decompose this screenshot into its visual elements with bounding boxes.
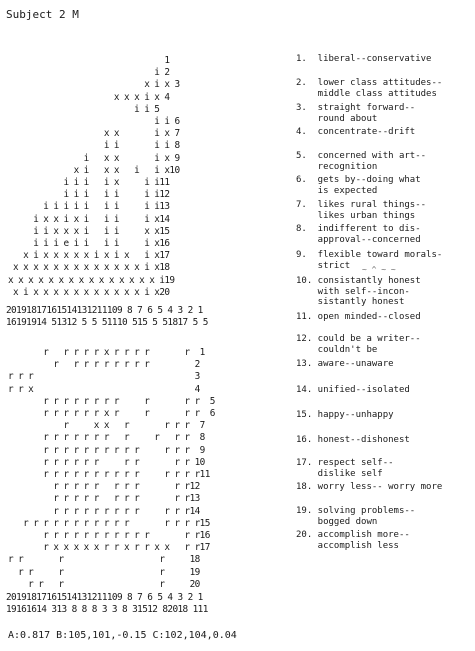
- lower-matrix-row: r r r r r r r r r r 10: [8, 456, 205, 468]
- legend-item: 9. flexible toward morals- strict: [296, 250, 443, 271]
- legend-item: 13. aware--unaware: [296, 359, 394, 369]
- lower-matrix-row: r r r r r r r r r r r r r r r15: [8, 517, 210, 529]
- lower-matrix-row: r r r r r r r r r r12: [8, 481, 200, 493]
- legend-item: 2. lower class attitudes-- middle class attitudes: [296, 78, 443, 99]
- legend-item: 18. worry less-- worry more: [296, 482, 443, 492]
- legend-item: 17. respect self-- dislike self: [296, 458, 394, 479]
- lower-matrix-row: r x x r r r r 7: [8, 420, 205, 432]
- upper-matrix-row: x i x x x x x i x i x i x17: [8, 250, 170, 262]
- lower-matrix-row: r r r r r r r r r r r r r16: [8, 530, 210, 542]
- upper-matrix-row: 1: [8, 55, 170, 66]
- upper-matrix-row: i x x i x 9: [8, 152, 180, 164]
- legend-item: 10. consistantly honest with self--incon- sistantly honest: [296, 276, 421, 308]
- lower-matrix-row: r r r r r x r r r r r 1: [8, 347, 205, 358]
- lower-matrix-row: r r r r r r x r r r r 6: [8, 408, 215, 420]
- legend-item: 7. likes rural things-- likes urban things: [296, 200, 427, 221]
- lower-matrix-row: r r r r r r r r r r r r r r11: [8, 469, 210, 481]
- lower-matrix-row: r r r r r r r r r r r 8: [8, 432, 205, 444]
- legend-item: 16. honest--dishonest: [296, 435, 410, 445]
- upper-matrix-row: x x x x x x x x x x x x x x x i19: [8, 274, 175, 286]
- upper-matrix-row: x x i x 7: [8, 128, 180, 140]
- legend-item: 11. open minded--closed: [296, 312, 421, 322]
- legend-item: 14. unified--isolated: [296, 385, 410, 395]
- lower-r-matrix: [8, 347, 215, 591]
- lower-matrix-row: r r x 4: [8, 383, 200, 395]
- lower-matrix-row: r r r r r r r r r r13: [8, 493, 200, 505]
- document-title: Subject 2 M: [6, 8, 79, 21]
- upper-matrix-row: i x x i x i i i i x14: [8, 213, 170, 225]
- lower-axis-numbers: 20191817161514131211109 8 7 6 5 4 3 2 1: [6, 592, 203, 603]
- legend-item: 4. concentrate--drift: [296, 127, 416, 137]
- upper-matrix-row: i i i e i i i i i x16: [8, 238, 170, 250]
- upper-matrix-row: i i i i x i i11: [8, 177, 170, 189]
- upper-matrix-row: x x x x x x x x x x x x x i x18: [8, 262, 170, 274]
- lower-matrix-row: r r r r r r r r r r r r r 9: [8, 444, 205, 456]
- legend-item: 12. could be a writer-- couldn't be: [296, 334, 421, 355]
- legend-item: 3. straight forward-- round about: [296, 103, 416, 124]
- lower-matrix-row: r r r 3: [8, 371, 200, 383]
- lower-matrix-row: r r r r 18: [8, 554, 200, 566]
- upper-axis-numbers: 20191817161514131211109 8 7 6 5 4 3 2 1: [6, 305, 203, 316]
- lower-matrix-row: r r r r r r r r r r r 5: [8, 395, 215, 407]
- lower-axis-counts: 19161614 313 8 8 8 3 3 8 31512 82018 111: [6, 604, 208, 615]
- lower-matrix-row: r r r r r r r r r 2: [8, 359, 200, 371]
- upper-matrix-row: i i i i i i i i i13: [8, 201, 170, 213]
- upper-matrix-row: i i i i i i i12: [8, 189, 170, 201]
- legend-item: 1. liberal--conservative: [296, 54, 432, 64]
- upper-matrix-row: x x x i x 4: [8, 91, 170, 103]
- lower-matrix-row: r r r r r r r r r r r r14: [8, 505, 200, 517]
- upper-matrix-row: i i i i 8: [8, 140, 180, 152]
- upper-axis-counts: 16191914 51312 5 5 51110 515 5 51817 5 5: [6, 317, 208, 328]
- upper-matrix-row: i i 5: [8, 103, 160, 115]
- upper-matrix-row: i 2: [8, 67, 170, 79]
- lower-matrix-row: r r r r 20: [8, 578, 200, 590]
- legend-item: 20. accomplish more-- accomplish less: [296, 530, 410, 551]
- upper-triangular-matrix: [8, 55, 180, 299]
- upper-matrix-row: i i 6: [8, 116, 180, 128]
- statistics-footer: A:0.817 B:105,101,-0.15 C:102,104,0.04: [8, 630, 237, 641]
- upper-matrix-row: x i x x x x x x x x x x x i x20: [8, 286, 170, 298]
- legend-item: 15. happy--unhappy: [296, 410, 394, 420]
- legend-item: 6. gets by--doing what is expected: [296, 175, 421, 196]
- handwritten-scribble: ~ ^ ~ ~: [362, 265, 396, 274]
- legend-item: 5. concerned with art-- recognition: [296, 151, 427, 172]
- legend-item: 8. indifferent to dis- approval--concerned: [296, 224, 421, 245]
- upper-matrix-row: x i x x i i x10: [8, 164, 180, 176]
- lower-matrix-row: r x x x x x r r x r r x x r r17: [8, 542, 210, 554]
- upper-matrix-row: x i x 3: [8, 79, 180, 91]
- upper-matrix-row: i i x x x i i i x x15: [8, 225, 170, 237]
- legend-item: 19. solving problems-- bogged down: [296, 506, 416, 527]
- lower-matrix-row: r r r r 19: [8, 566, 200, 578]
